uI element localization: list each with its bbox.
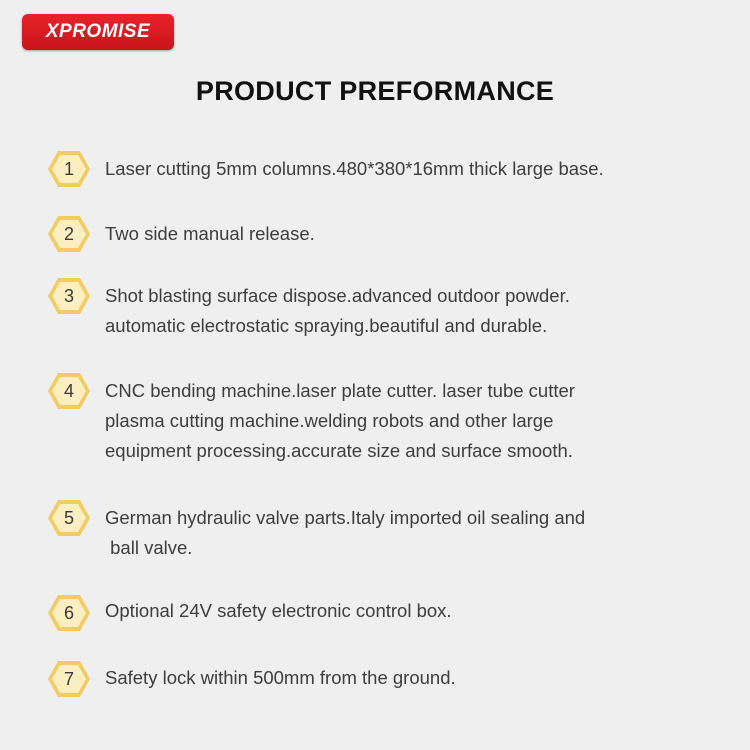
feature-line: equipment processing.accurate size and surface smooth.	[105, 440, 573, 461]
feature-text	[105, 596, 705, 626]
hexagon-badge-icon	[47, 215, 91, 253]
feature-number: 5	[63, 508, 74, 528]
feature-number: 4	[63, 381, 74, 401]
feature-line: Two side manual release.	[105, 223, 315, 244]
brand-logo-text: XPROMISE	[45, 21, 151, 42]
feature-line: Laser cutting 5mm columns.480*380*16mm thick large base.	[105, 158, 604, 179]
hexagon-badge-icon	[47, 372, 91, 410]
feature-line: plasma cutting machine.welding robots and other large	[105, 410, 554, 431]
feature-text	[105, 281, 705, 341]
hexagon-badge-icon	[47, 594, 91, 632]
hexagon-badge-icon	[47, 277, 91, 315]
feature-number: 1	[63, 159, 74, 179]
feature-line: German hydraulic valve parts.Italy imported oil sealing and	[105, 507, 586, 528]
feature-line: automatic electrostatic spraying.beautiful and durable.	[105, 315, 548, 336]
feature-text	[105, 376, 705, 466]
feature-number: 2	[63, 224, 74, 244]
feature-number: 6	[63, 603, 74, 623]
hexagon-badge-icon	[47, 150, 91, 188]
feature-line: CNC bending machine.laser plate cutter. laser tube cutter	[105, 380, 575, 401]
feature-text	[105, 663, 705, 693]
feature-number: 3	[63, 286, 74, 306]
feature-number: 7	[63, 669, 74, 689]
brand-logo	[22, 14, 174, 50]
feature-text	[105, 503, 705, 563]
feature-line: Shot blasting surface dispose.advanced outdoor powder.	[105, 285, 570, 306]
page-title: PRODUCT PREFORMANCE	[195, 76, 555, 106]
feature-line: ball valve.	[105, 537, 193, 558]
feature-line: Safety lock within 500mm from the ground.	[105, 667, 456, 688]
hexagon-badge-icon	[47, 660, 91, 698]
hexagon-badge-icon	[47, 499, 91, 537]
feature-line: Optional 24V safety electronic control box.	[105, 600, 452, 621]
feature-text	[105, 219, 705, 249]
feature-text	[105, 154, 705, 184]
